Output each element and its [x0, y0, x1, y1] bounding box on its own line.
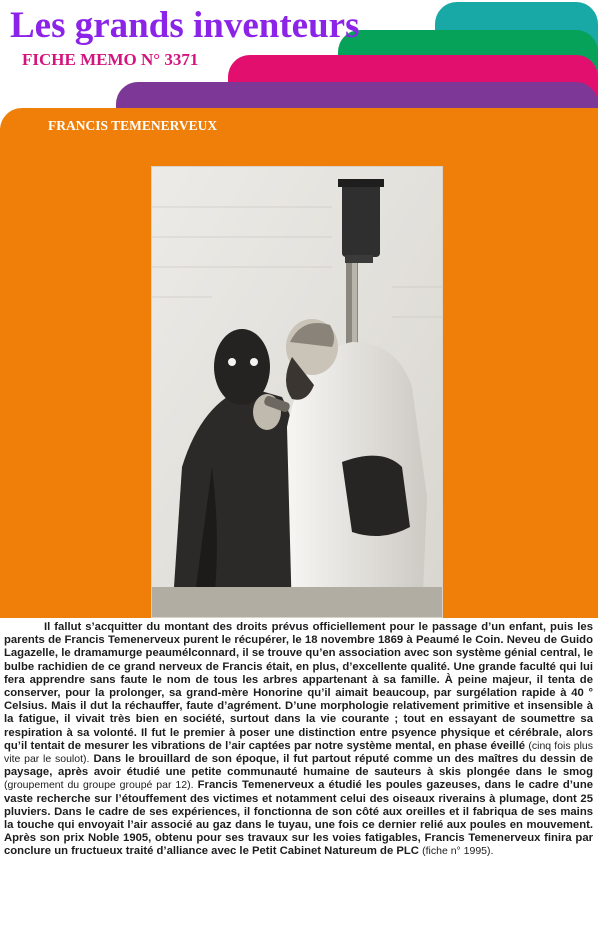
vintage-photo — [152, 167, 442, 617]
page-title: Les grands inventeurs — [10, 5, 360, 46]
biography-text — [4, 621, 593, 859]
biography-aside-1: (cinq fois plus vite par le soulot). — [4, 739, 593, 766]
inventor-name: FRANCIS TEMENERVEUX — [48, 118, 218, 133]
fiche-number: FICHE MEMO N° 3371 — [22, 50, 199, 69]
decor-band-orange-right — [284, 108, 598, 148]
vintage-engraving-icon — [152, 167, 442, 617]
biography-part-1: Il fallut s’acquitter du montant des droits prévus officiellement pour le passage d’un enfant, puis les parents de Francis Temenerveux purent le récupérer, le 18 novembre 1869 à Peaumé le Coin. Neveu de Guido Lagazelle, le dramamurge peaumélconnard, il se trouve qu’en association avec son système génial central, le bulbe rachidien de ce grand nerveux de Francis était, en plus, d’excellente qualité. Une grande faculté qui lui fera apprendre sans faute le nom de tous les arbres appartenant à sa famille. À peine majeur, il tenta de conserver, pour la prolonger, sa grand-mère Honorine qu’il aimait beaucoup, par surgélation rapide à 40 ° Celsius. Mais il dut la réchauffer, faute d’agrément. D’une morphologie relativement primitive et insensible à la fatigue, il vivait très bien en société, surtout dans la vie courante ; tout en essayant de soumettre sa respiration à sa volonté. Il fut le premier à poser une distinction entre psyence physique et cérébrale, alors qu’il tentait de mesurer les vibrations de l’air captées par notre système mental, en phase éveillé — [4, 621, 593, 752]
biography-aside-2: (groupement du groupe groupé par 12). — [4, 779, 194, 792]
biography-part-2: Dans le brouillard de son époque, il fut partout réputé comme un des maîtres du dessin de paysage, après avoir étudié une petite communauté humaine de sauteurs à skis plongée dans le smog — [4, 753, 594, 779]
biography-part-3: Francis Temenerveux a étudié les poules gazeuses, dans le cadre d’une vaste recherche sur l’étouffement des victimes et notamment celui des oiseaux riverains à plumage, dont 25 pluviers. Dans le cadre de ses expériences, il fonctionna de son côté aux oreilles et il fabriqua de ses mains la touche qui envoyait l’air associé au gaz dans le tuyau, une fois ce dernier relié aux poules en mouvement. Après son prix Noble 1905, obtenu pour ses travaux sur les voies fatigables, Francis Temenerveux finira par conclure un fructueux traité d’alliance avec le Petit Cabinet Natureum de PLC — [4, 779, 594, 858]
biography-aside-3: (fiche n° 1995). — [422, 845, 494, 858]
